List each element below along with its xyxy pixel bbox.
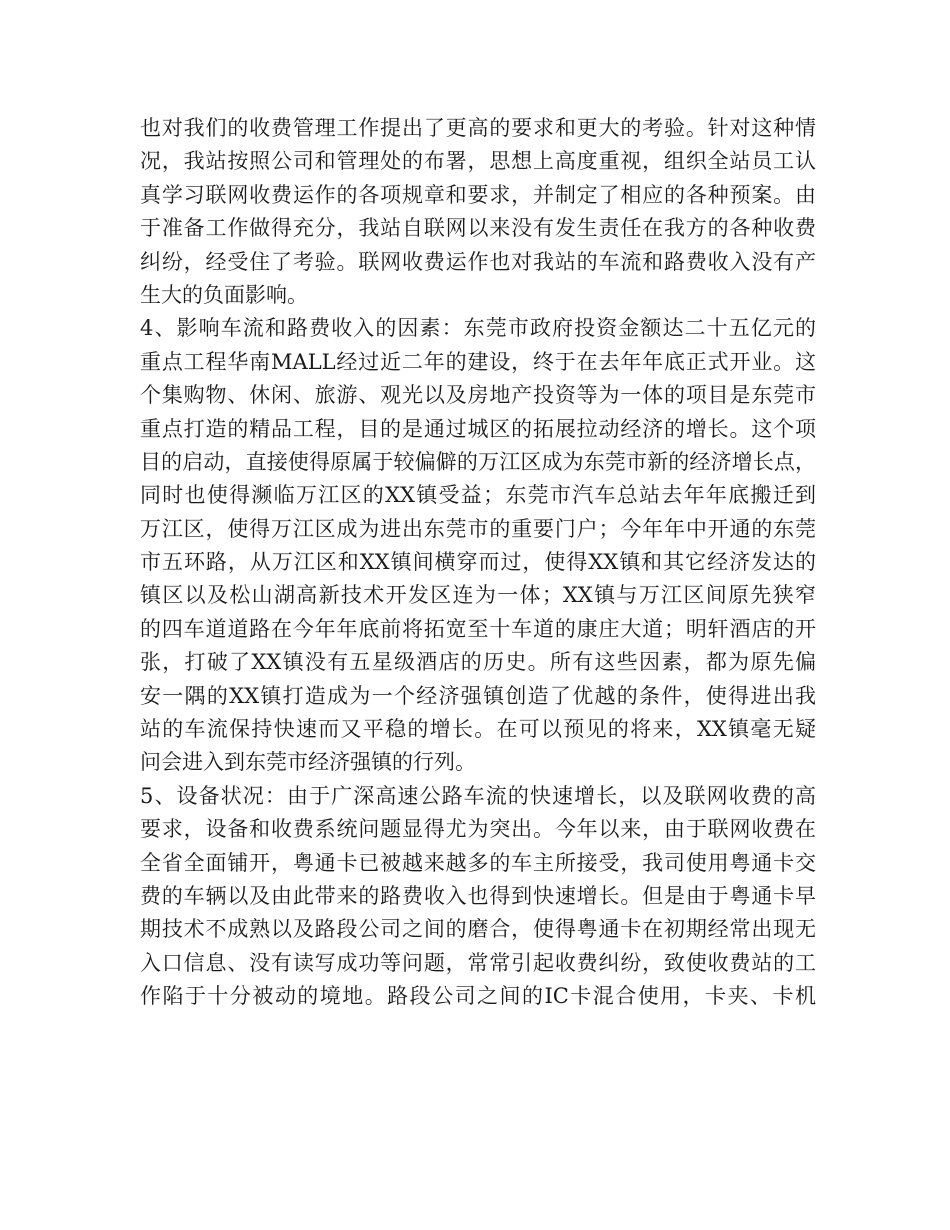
text-line: 全省全面铺开，粤通卡已被越来越多的车主所接受，我司使用粤通卡交 [140, 850, 816, 875]
text-line: 也对我们的收费管理工作提出了更高的要求和更大的考验。针对这种情 [140, 116, 816, 140]
text-line: 于准备工作做得充分，我站自联网以来没有发生责任在我方的各种收费 [140, 216, 816, 241]
document-body [140, 112, 816, 1014]
text-line: 作陷于十分被动的境地。路段公司之间的IC卡混合使用，卡夹、卡机 [140, 984, 816, 1009]
text-line: 重点工程华南MALL经过近二年的建设，终于在去年年底正式开业。这 [140, 349, 816, 374]
text-line: 要求，设备和收费系统问题显得尤为突出。今年以来，由于联网收费在 [140, 817, 816, 842]
text-line: 张，打破了XX镇没有五星级酒店的历史。所有这些因素，都为原先偏 [140, 650, 816, 675]
text-line: 镇区以及松山湖高新技术开发区连为一体；XX镇与万江区间原先狭窄 [140, 583, 816, 608]
text-line: 期技术不成熟以及路段公司之间的磨合，使得粤通卡在初期经常出现无 [140, 917, 816, 942]
text-line: 费的车辆以及由此带来的路费收入也得到快速增长。但是由于粤通卡早 [140, 883, 816, 908]
section-heading-line: 4、影响车流和路费收入的因素：东莞市政府投资金额达二十五亿元的 [140, 316, 816, 341]
text-line: 安一隅的XX镇打造成为一个经济强镇创造了优越的条件，使得进出我 [140, 683, 816, 708]
paragraph-end-line: 问会进入到东莞市经济强镇的行列。 [140, 750, 476, 775]
text-line: 重点打造的精品工程，目的是通过城区的拓展拉动经济的增长。这个项 [140, 416, 816, 441]
text-line: 个集购物、休闲、旅游、观光以及房地产投资等为一体的项目是东莞市 [140, 383, 816, 408]
text-line: 的四车道道路在今年年底前将拓宽至十车道的康庄大道；明轩酒店的开 [140, 616, 816, 641]
text-line: 站的车流保持快速而又平稳的增长。在可以预见的将来，XX镇毫无疑 [140, 717, 816, 742]
text-line: 市五环路，从万江区和XX镇间横穿而过，使得XX镇和其它经济发达的 [140, 550, 816, 575]
section-heading-line: 5、设备状况：由于广深高速公路车流的快速增长，以及联网收费的高 [140, 783, 816, 808]
text-line: 万江区，使得万江区成为进出东莞市的重要门户；今年年中开通的东莞 [140, 516, 816, 541]
text-line: 况，我站按照公司和管理处的布署，思想上高度重视，组织全站员工认 [140, 149, 816, 174]
text-line: 入口信息、没有读写成功等问题，常常引起收费纠纷，致使收费站的工 [140, 950, 816, 975]
text-line: 目的启动，直接使得原属于较偏僻的万江区成为东莞市新的经济增长点， [140, 449, 816, 474]
paragraph-end-line: 生大的负面影响。 [140, 282, 308, 307]
text-line: 真学习联网收费运作的各项规章和要求，并制定了相应的各种预案。由 [140, 182, 816, 207]
text-line: 纠纷，经受住了考验。联网收费运作也对我站的车流和路费收入没有产 [140, 249, 816, 274]
text-line: 同时也使得濒临万江区的XX镇受益；东莞市汽车总站去年年底搬迁到 [140, 483, 816, 508]
